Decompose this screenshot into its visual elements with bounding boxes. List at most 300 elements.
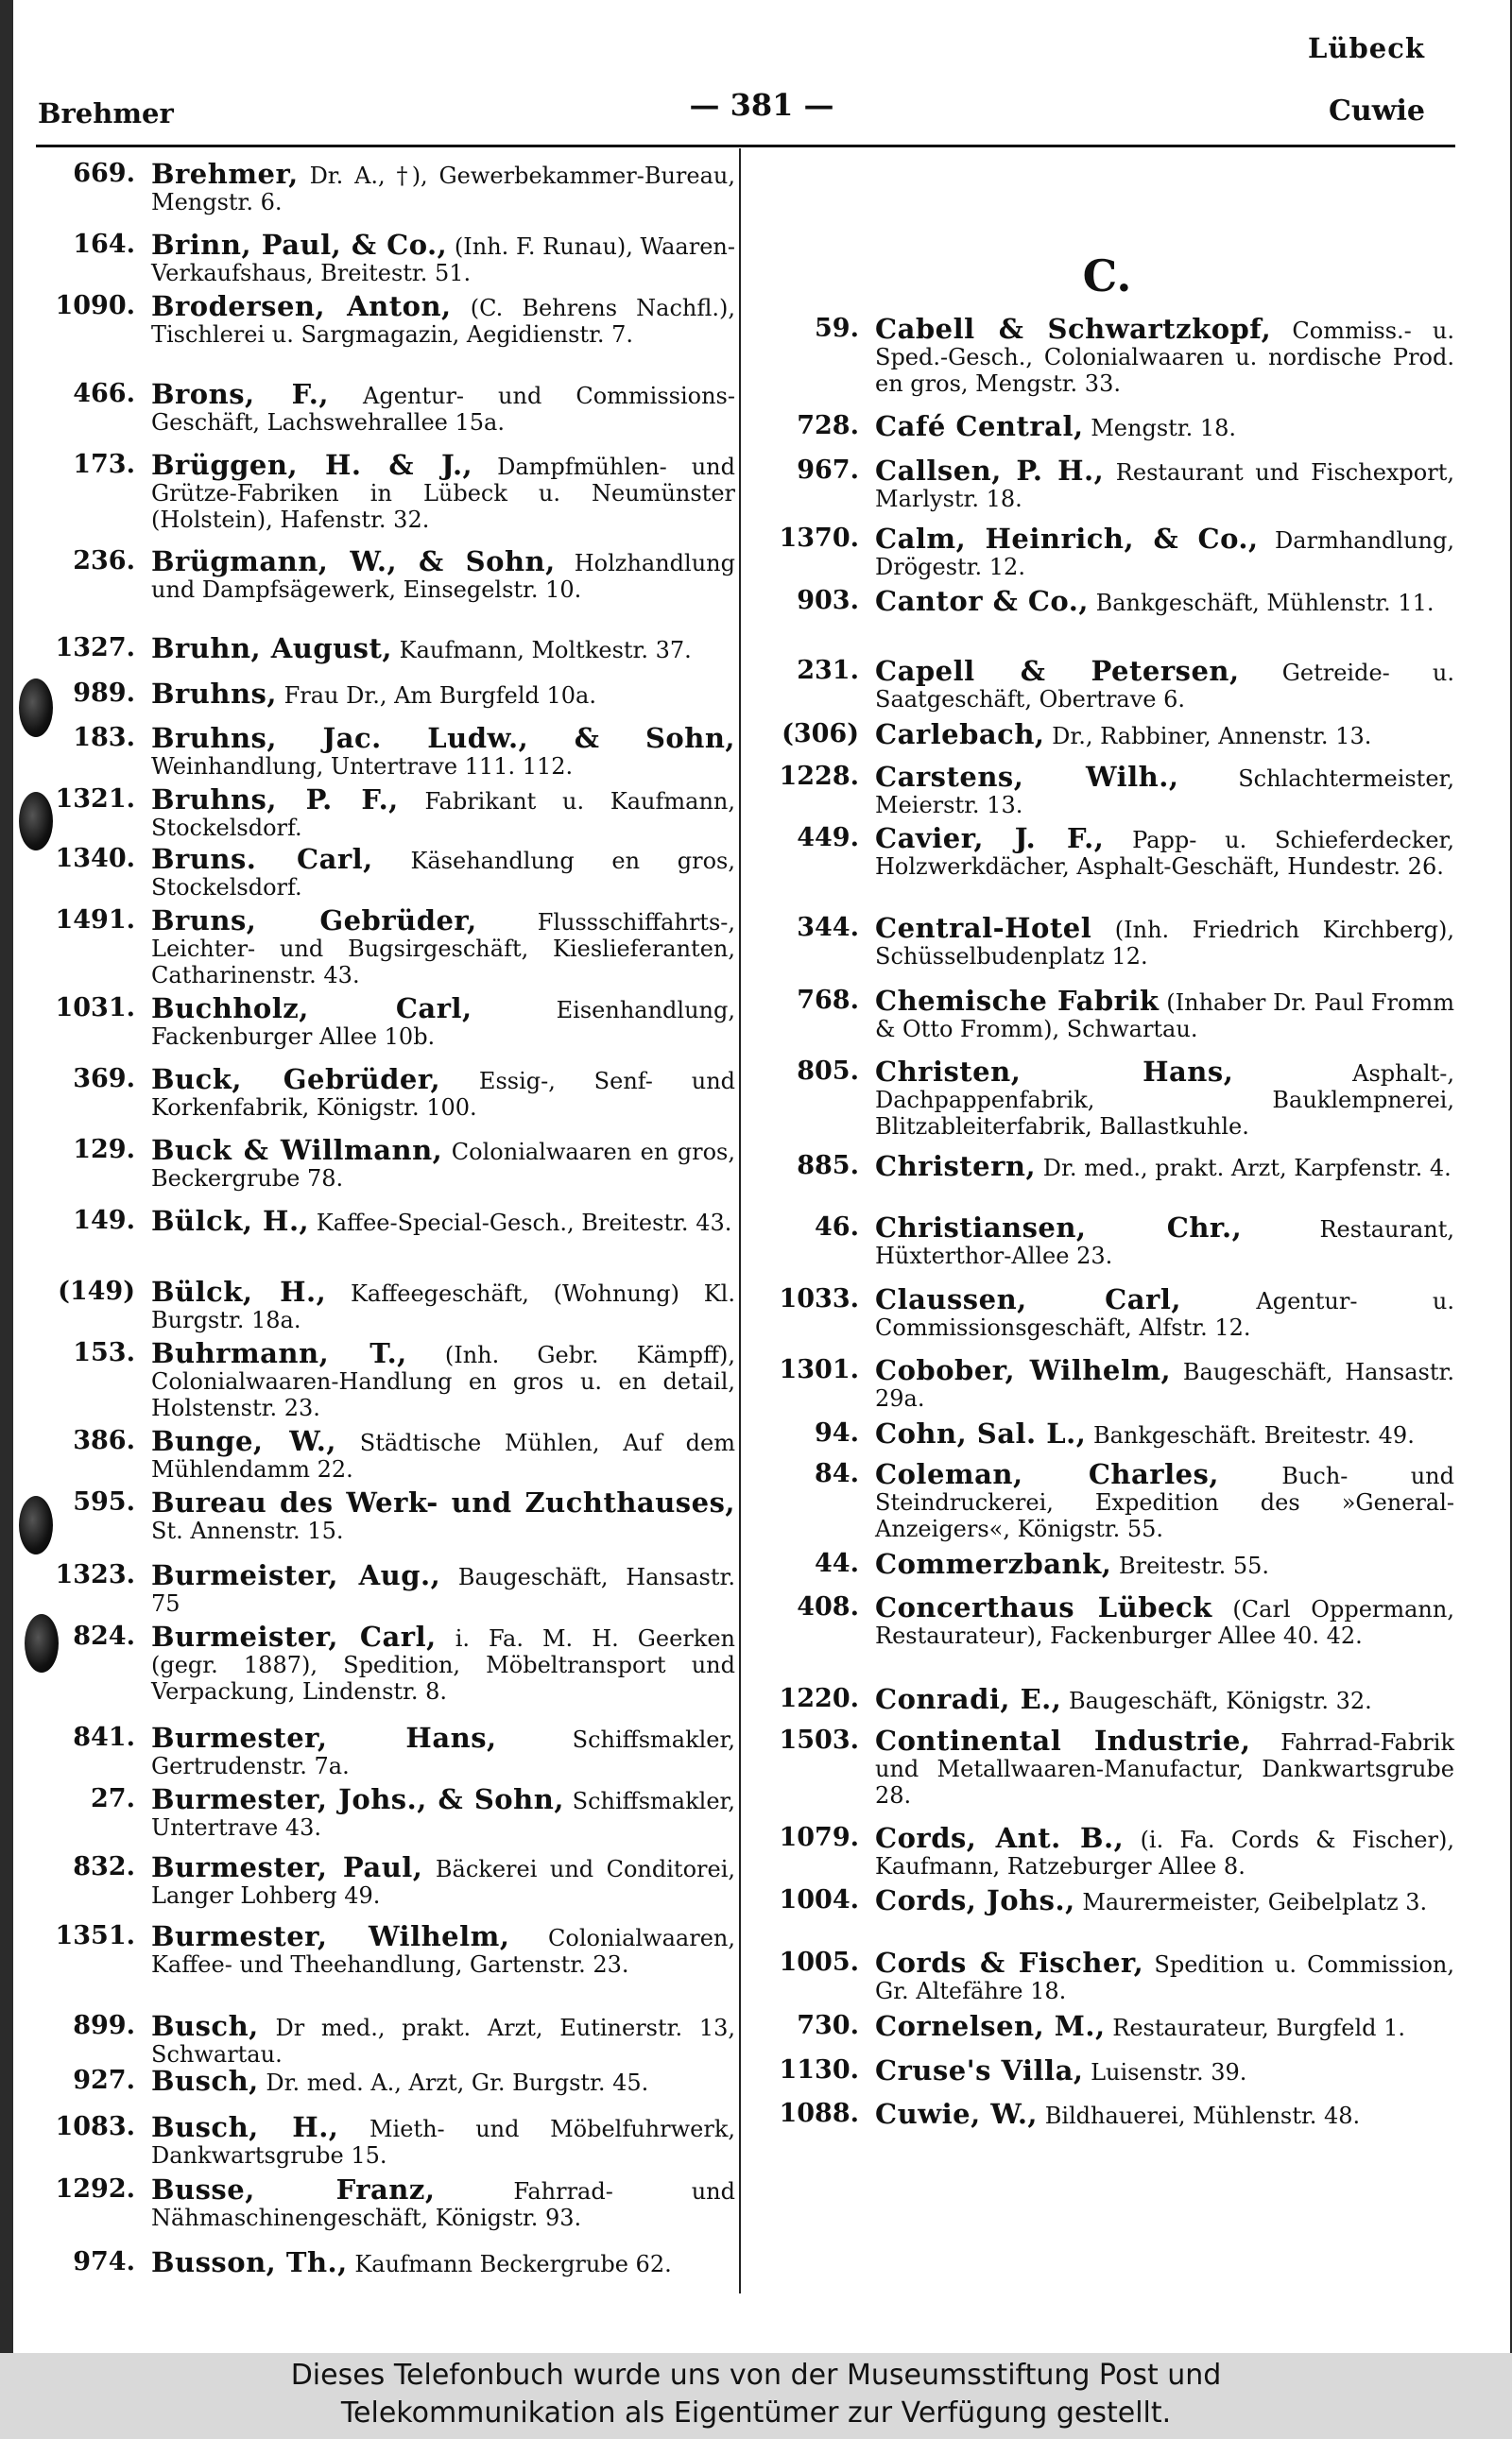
phone-number: 1327. xyxy=(55,633,135,662)
subscriber-details: Baugeschäft, Hansastr. 29a. xyxy=(875,1359,1454,1412)
subscriber-name: Christen, Hans, xyxy=(875,1056,1234,1088)
entry-text xyxy=(875,1283,1454,1341)
subscriber-name: Bruhns, P. F., xyxy=(151,783,399,816)
footer-line-1: Dieses Telefonbuch wurde uns von der Museumsstiftung Post und xyxy=(290,2359,1222,2392)
phone-number: 1370. xyxy=(779,524,859,553)
subscriber-name: Commerzbank, xyxy=(875,1548,1112,1580)
subscriber-details: (Inhaber Dr. Paul Fromm & Otto Fromm), Schwartau. xyxy=(875,989,1454,1042)
subscriber-details: Commiss.- u. Sped.-Gesch., Colonialwaaren u. nordische Prod. en gros, Mengstr. 33. xyxy=(875,318,1454,397)
subscriber-details: Papp- u. Schieferdecker, Holzwerkdächer, Asphalt-Geschäft, Hundestr. 26. xyxy=(875,827,1454,880)
phone-number: 1083. xyxy=(55,2112,135,2141)
entry-text xyxy=(151,449,735,533)
subscriber-name: Bülck, H., xyxy=(151,1276,327,1308)
phone-number: 408. xyxy=(797,1592,859,1622)
directory-entry xyxy=(760,1884,1454,1916)
directory-entry xyxy=(760,761,1454,818)
subscriber-name: Bruns. Carl, xyxy=(151,843,373,875)
directory-entry xyxy=(36,1851,736,1909)
phone-number: 768. xyxy=(797,986,859,1015)
subscriber-details: Fahrrad- und Nähmaschinengeschäft, Königstr. 93. xyxy=(151,2178,735,2231)
directory-entry xyxy=(760,655,1454,713)
phone-number: 1220. xyxy=(779,1684,859,1713)
directory-entry xyxy=(760,912,1454,970)
subscriber-name: Cuwie, W., xyxy=(875,2098,1039,2130)
entry-text xyxy=(875,1727,1454,1809)
section-letter: C. xyxy=(1082,250,1132,301)
subscriber-details: Bäckerei und Conditorei, Langer Lohberg 49. xyxy=(151,1856,736,1909)
entry-text xyxy=(875,313,1454,397)
subscriber-details: Schiffsmakler, Untertrave 43. xyxy=(151,1788,735,1841)
entry-text xyxy=(151,1623,735,1705)
subscriber-name: Carstens, Wilh., xyxy=(875,761,1179,793)
phone-number: 903. xyxy=(797,586,859,615)
directory-entry xyxy=(760,2010,1454,2042)
entry-text xyxy=(151,722,735,780)
subscriber-name: Buck, Gebrüder, xyxy=(151,1063,441,1095)
phone-number: 449. xyxy=(797,823,859,852)
subscriber-details: Mieth- und Möbelfuhrwerk, Dankwartsgrube 15. xyxy=(151,2116,735,2169)
subscriber-name: Café Central, xyxy=(875,410,1084,442)
subscriber-name: Cords & Fischer, xyxy=(875,1947,1144,1979)
subscriber-name: Bunge, W., xyxy=(151,1425,336,1457)
subscriber-details: (Inh. Friedrich Kirchberg), Schüsselbudenplatz 12. xyxy=(875,917,1454,970)
subscriber-details: Baugeschäft, Hansastr. 75 xyxy=(151,1564,735,1617)
entry-text xyxy=(875,1591,1454,1649)
subscriber-name: Bruns, Gebrüder, xyxy=(151,904,477,936)
subscriber-details: Buch- und Steindruckerei, Expedition des »General-Anzeigers«, Königstr. 55. xyxy=(875,1463,1454,1542)
subscriber-name: Cords, Johs., xyxy=(875,1884,1075,1916)
phone-number: 1033. xyxy=(779,1284,859,1314)
phone-number: 899. xyxy=(73,2011,135,2040)
phone-number: 1301. xyxy=(779,1355,859,1384)
entry-text xyxy=(875,985,1454,1042)
subscriber-name: Cords, Ant. B., xyxy=(875,1822,1125,1854)
entry-text xyxy=(875,1058,1454,1140)
subscriber-details: Essig-, Senf- und Korkenfabrik, Königstr. 100. xyxy=(151,1068,736,1121)
directory-entry xyxy=(36,904,735,988)
subscriber-details: Restaurant und Fischexport, Marlystr. 18. xyxy=(875,459,1454,512)
subscriber-name: Brodersen, Anton, xyxy=(151,290,452,322)
subscriber-name: Burmeister, Aug., xyxy=(151,1559,441,1591)
entry-text xyxy=(875,718,1454,750)
phone-number: 595. xyxy=(73,1487,135,1517)
subscriber-name: Conradi, E., xyxy=(875,1683,1062,1715)
entry-text xyxy=(151,1425,735,1483)
subscriber-name: Calm, Heinrich, & Co., xyxy=(875,523,1259,555)
entry-text xyxy=(875,1683,1454,1715)
subscriber-details: Maurermeister, Geibelplatz 3. xyxy=(1082,1889,1428,1915)
entry-text xyxy=(151,1722,735,1779)
phone-number: 59. xyxy=(815,314,859,343)
directory-entry xyxy=(760,1150,1454,1182)
subscriber-details: Colonialwaaren, Kaffee- und Theehandlung, Gartenstr. 23. xyxy=(151,1925,735,1978)
subscriber-name: Cantor & Co., xyxy=(875,585,1089,617)
phone-number: 885. xyxy=(797,1151,859,1180)
directory-entry xyxy=(36,449,735,533)
subscriber-details: Getreide- u. Saatgeschäft, Obertrave 6. xyxy=(875,660,1454,713)
directory-entry xyxy=(760,1417,1454,1450)
subscriber-details: Mengstr. 18. xyxy=(1091,415,1237,441)
phone-number: 149. xyxy=(73,1206,135,1235)
directory-entry xyxy=(760,457,1454,512)
entry-text xyxy=(151,783,735,841)
entry-text xyxy=(151,1559,735,1617)
entry-text xyxy=(151,2173,735,2231)
directory-entry xyxy=(36,843,735,901)
directory-entry xyxy=(36,2010,735,2068)
directory-entry xyxy=(760,1727,1454,1809)
subscriber-details: Luisenstr. 39. xyxy=(1091,2059,1247,2086)
subscriber-details: Städtische Mühlen, Auf dem Mühlendamm 22. xyxy=(151,1430,735,1483)
subscriber-details: Eisenhandlung, Fackenburger Allee 10b. xyxy=(151,997,735,1050)
entry-text xyxy=(151,904,735,988)
phone-number: 1088. xyxy=(779,2099,859,2128)
subscriber-details: Baugeschäft, Königstr. 32. xyxy=(1069,1688,1372,1714)
phone-number: 1079. xyxy=(779,1823,859,1852)
subscriber-details: (Inh. F. Runau), Waaren-Verkaufshaus, Breitestr. 51. xyxy=(151,233,735,286)
entry-text xyxy=(151,992,735,1050)
entry-text xyxy=(875,1949,1454,2004)
entry-text xyxy=(151,1783,735,1841)
entry-text xyxy=(151,1205,735,1237)
directory-entry xyxy=(36,722,735,780)
phone-number: 164. xyxy=(73,230,135,259)
subscriber-details: Schiffsmakler, Gertrudenstr. 7a. xyxy=(151,1726,735,1779)
subscriber-name: Busch, xyxy=(151,2065,259,2097)
column-divider xyxy=(739,148,741,2293)
subscriber-name: Christiansen, Chr., xyxy=(875,1211,1243,1244)
subscriber-details: Breitestr. 55. xyxy=(1118,1553,1270,1579)
entry-text xyxy=(151,1486,735,1544)
directory-entry xyxy=(760,313,1454,397)
phone-number: 974. xyxy=(73,2247,135,2276)
subscriber-details: (C. Behrens Nachfl.), Tischlerei u. Sargmagazin, Aegidienstr. 7. xyxy=(151,295,735,348)
subscriber-details: i. Fa. M. H. Geerken (gegr. 1887), Spedition, Möbeltransport und Verpackung, Lindenstr. 8. xyxy=(151,1625,736,1705)
entry-text xyxy=(875,585,1454,617)
directory-entry xyxy=(36,545,735,603)
subscriber-name: Burmester, Wilhelm, xyxy=(151,1920,510,1952)
phone-number: 344. xyxy=(797,913,859,942)
phone-number: 730. xyxy=(797,2011,859,2040)
entry-text xyxy=(875,655,1454,713)
directory-entry xyxy=(760,985,1454,1042)
phone-number: 805. xyxy=(797,1056,859,1086)
subscriber-name: Burmeister, Carl, xyxy=(151,1621,437,1653)
entry-text xyxy=(151,680,735,709)
directory-entry xyxy=(760,1283,1454,1341)
subscriber-name: Cabell & Schwartzkopf, xyxy=(875,313,1272,345)
phone-number: 1323. xyxy=(55,1560,135,1589)
directory-entry xyxy=(760,1822,1454,1880)
entry-text xyxy=(151,1920,735,1978)
directory-entry xyxy=(760,1211,1454,1269)
phone-number: 1321. xyxy=(55,784,135,814)
phone-number: 1130. xyxy=(779,2055,859,2085)
entry-text xyxy=(151,2246,735,2278)
directory-entry xyxy=(36,1337,735,1421)
phone-number: 44. xyxy=(815,1549,859,1578)
directory-entry xyxy=(36,783,735,841)
entry-text xyxy=(151,1851,736,1909)
subscriber-name: Burmester, Johs., & Sohn, xyxy=(151,1783,564,1815)
entry-text xyxy=(151,2111,735,2169)
subscriber-name: Cohn, Sal. L., xyxy=(875,1417,1087,1450)
subscriber-details: (i. Fa. Cords & Fischer), Kaufmann, Ratzeburger Allee 8. xyxy=(875,1827,1454,1880)
entry-text xyxy=(151,1063,736,1121)
subscriber-name: Busson, Th., xyxy=(151,2246,348,2278)
city-heading: Lübeck xyxy=(1308,32,1425,64)
entry-text xyxy=(875,525,1454,580)
entry-text xyxy=(151,378,735,436)
subscriber-details: Schlachtermeister, Meierstr. 13. xyxy=(875,765,1454,818)
footer-notice xyxy=(0,2353,1512,2439)
directory-entry xyxy=(760,585,1454,617)
phone-number: 369. xyxy=(73,1064,135,1093)
subscriber-name: Continental Industrie, xyxy=(875,1725,1251,1757)
phone-number: 824. xyxy=(73,1622,135,1651)
phone-number: 1292. xyxy=(55,2174,135,2204)
entry-text xyxy=(151,229,735,286)
subscriber-details: Spedition u. Commission, Gr. Altefähre 18. xyxy=(875,1951,1454,2004)
directory-entry xyxy=(760,1949,1454,2004)
entry-text xyxy=(875,1354,1454,1412)
entry-text xyxy=(875,1548,1454,1580)
subscriber-name: Cornelsen, M., xyxy=(875,2010,1106,2042)
directory-entry xyxy=(36,2111,735,2169)
phone-number: 153. xyxy=(73,1338,135,1367)
subscriber-name: Callsen, P. H., xyxy=(875,455,1105,487)
subscriber-details: Agentur- u. Commissionsgeschäft, Alfstr. 12. xyxy=(875,1288,1454,1341)
subscriber-details: Kaffee-Special-Gesch., Breitestr. 43. xyxy=(316,1210,732,1236)
entry-text xyxy=(875,1417,1454,1450)
phone-number: 183. xyxy=(73,723,135,752)
subscriber-details: Bildhauerei, Mühlenstr. 48. xyxy=(1044,2103,1361,2129)
directory-entry xyxy=(760,2098,1454,2130)
subscriber-name: Christern, xyxy=(875,1150,1037,1182)
phone-number: 94. xyxy=(815,1418,859,1448)
directory-entry xyxy=(760,1058,1454,1140)
phone-number: 236. xyxy=(73,546,135,575)
phone-number: 927. xyxy=(73,2066,135,2095)
phone-number: 832. xyxy=(73,1852,135,1881)
phone-number: 967. xyxy=(797,455,859,485)
page-number: — 381 — xyxy=(689,87,834,123)
directory-entry xyxy=(36,2065,735,2097)
subscriber-name: Buhrmann, T., xyxy=(151,1337,407,1369)
entry-text xyxy=(151,158,735,215)
entry-text xyxy=(151,2010,735,2068)
subscriber-name: Cavier, J. F., xyxy=(875,822,1105,854)
subscriber-details: Weinhandlung, Untertrave 111. 112. xyxy=(151,753,574,780)
directory-entry xyxy=(36,2246,735,2278)
subscriber-details: Dr., Rabbiner, Annenstr. 13. xyxy=(1052,723,1372,749)
directory-entry xyxy=(36,229,735,286)
directory-entry xyxy=(760,2054,1454,2087)
subscriber-name: Coleman, Charles, xyxy=(875,1458,1219,1490)
subscriber-name: Buck & Willmann, xyxy=(151,1134,443,1166)
subscriber-name: Busch, xyxy=(151,2010,259,2042)
left-running-head: Brehmer xyxy=(38,97,174,129)
phone-number: 27. xyxy=(91,1784,135,1813)
footer-line-2: Telekommunikation als Eigentümer zur Verfügung gestellt. xyxy=(340,2396,1172,2430)
subscriber-name: Bruhns, xyxy=(151,678,277,710)
subscriber-name: Carlebach, xyxy=(875,718,1045,750)
entry-text xyxy=(875,2098,1454,2130)
entry-text xyxy=(151,1134,736,1192)
directory-entry xyxy=(36,158,735,215)
directory-entry xyxy=(36,992,735,1050)
phone-number: 129. xyxy=(73,1135,135,1164)
directory-entry xyxy=(36,1486,735,1544)
directory-entry xyxy=(36,1063,736,1121)
phone-number: 46. xyxy=(815,1212,859,1242)
subscriber-details: Fabrikant u. Kaufmann, Stockelsdorf. xyxy=(151,788,735,841)
directory-entry xyxy=(760,1458,1454,1542)
header-rule xyxy=(36,145,1455,147)
directory-entry xyxy=(36,1134,736,1192)
subscriber-details: Darmhandlung, Drögestr. 12. xyxy=(875,527,1454,580)
directory-entry xyxy=(760,1591,1454,1649)
subscriber-name: Capell & Petersen, xyxy=(875,655,1240,687)
subscriber-details: Dr. A., †), Gewerbekammer-Bureau, Mengstr. 6. xyxy=(151,163,735,215)
phone-number: (149) xyxy=(58,1277,135,1306)
subscriber-details: (Inh. Gebr. Kämpff), Colonialwaaren-Handlung en gros u. en detail, Holstenstr. 23. xyxy=(151,1342,735,1421)
subscriber-name: Chemische Fabrik xyxy=(875,985,1160,1017)
directory-entry xyxy=(36,1276,735,1333)
phone-number: 669. xyxy=(73,159,135,188)
directory-entry xyxy=(760,1548,1454,1580)
phone-number: 173. xyxy=(73,450,135,479)
entry-text xyxy=(875,761,1454,818)
subscriber-details: Holzhandlung und Dampfsägewerk, Einsegelstr. 10. xyxy=(151,550,735,603)
directory-entry xyxy=(36,1205,735,1237)
phone-number: 1503. xyxy=(779,1726,859,1755)
phone-number: 841. xyxy=(73,1723,135,1752)
directory-entry xyxy=(760,718,1454,750)
directory-entry xyxy=(760,822,1454,880)
entry-text xyxy=(875,2010,1454,2042)
directory-entry xyxy=(36,2173,735,2231)
entry-text xyxy=(875,1822,1454,1880)
directory-entry xyxy=(760,1683,1454,1715)
phone-number: (306) xyxy=(782,719,859,748)
subscriber-details: St. Annenstr. 15. xyxy=(151,1518,344,1544)
subscriber-details: Fahrrad-Fabrik und Metallwaaren-Manufactur, Dankwartsgrube 28. xyxy=(875,1729,1454,1809)
subscriber-name: Bruhn, August, xyxy=(151,632,393,664)
entry-text xyxy=(151,545,735,603)
phone-number: 1340. xyxy=(55,844,135,873)
subscriber-details: Bankgeschäft. Breitestr. 49. xyxy=(1092,1422,1415,1449)
directory-entry xyxy=(36,680,735,709)
entry-text xyxy=(875,822,1454,880)
directory-entry xyxy=(36,290,735,348)
subscriber-name: Concerthaus Lübeck xyxy=(875,1591,1212,1623)
subscriber-name: Central-Hotel xyxy=(875,912,1092,944)
subscriber-details: Restaurateur, Burgfeld 1. xyxy=(1112,2015,1406,2041)
subscriber-details: Dr med., prakt. Arzt, Eutinerstr. 13, Schwartau. xyxy=(151,2015,735,2068)
subscriber-details: Kaufmann Beckergrube 62. xyxy=(354,2251,672,2277)
entry-text xyxy=(875,1884,1454,1916)
entry-text xyxy=(875,2054,1454,2087)
phone-number: 386. xyxy=(73,1426,135,1455)
subscriber-details: Dampfmühlen- und Grütze-Fabriken in Lübeck u. Neumünster (Holstein), Hafenstr. 32. xyxy=(151,454,735,533)
phone-number: 728. xyxy=(797,411,859,440)
subscriber-name: Brons, F., xyxy=(151,378,329,410)
entry-text xyxy=(875,1150,1454,1182)
directory-entry xyxy=(36,1559,735,1617)
entry-text xyxy=(875,457,1454,512)
subscriber-details: Dr. med. A., Arzt, Gr. Burgstr. 45. xyxy=(266,2070,649,2096)
subscriber-name: Brehmer, xyxy=(151,158,299,190)
phone-number: 1228. xyxy=(779,762,859,791)
directory-entry xyxy=(760,525,1454,580)
directory-entry xyxy=(760,410,1454,442)
subscriber-name: Brüggen, H. & J., xyxy=(151,449,473,481)
phone-number: 1031. xyxy=(55,993,135,1022)
phone-number: 1491. xyxy=(55,905,135,935)
phone-number: 231. xyxy=(797,656,859,685)
subscriber-name: Busch, H., xyxy=(151,2111,339,2143)
directory-page xyxy=(13,0,1510,2353)
entry-text xyxy=(151,1337,735,1421)
subscriber-details: (Carl Oppermann, Restaurateur), Fackenburger Allee 40. 42. xyxy=(875,1596,1454,1649)
phone-number: 1005. xyxy=(779,1948,859,1977)
entry-text xyxy=(151,2065,735,2097)
subscriber-details: Kaffeegeschäft, (Wohnung) Kl. Burgstr. 18a. xyxy=(151,1280,735,1333)
directory-entry xyxy=(760,1354,1454,1412)
phone-number: 1004. xyxy=(779,1885,859,1915)
entry-text xyxy=(151,843,735,901)
directory-entry xyxy=(36,378,735,436)
subscriber-details: Restaurant, Hüxterthor-Allee 23. xyxy=(875,1216,1454,1269)
entry-text xyxy=(151,1276,735,1333)
subscriber-details: Flussschiffahrts-, Leichter- und Bugsirgeschäft, Kieslieferanten, Catharinenstr. 43. xyxy=(151,909,735,988)
subscriber-details: Dr. med., prakt. Arzt, Karpfenstr. 4. xyxy=(1042,1155,1452,1181)
right-running-head: Cuwie xyxy=(1329,94,1425,128)
directory-entry xyxy=(36,1425,735,1483)
entry-text xyxy=(875,1211,1454,1269)
phone-number: 466. xyxy=(73,379,135,408)
entry-text xyxy=(151,632,735,664)
phone-number: 84. xyxy=(815,1459,859,1488)
subscriber-name: Bruhns, Jac. Ludw., & Sohn, xyxy=(151,722,735,754)
subscriber-name: Burmester, Hans, xyxy=(151,1722,497,1754)
subscriber-name: Busse, Franz, xyxy=(151,2173,436,2206)
entry-text xyxy=(151,290,735,348)
directory-entry xyxy=(36,632,735,664)
subscriber-name: Bülck, H., xyxy=(151,1205,310,1237)
subscriber-details: Agentur- und Commissions-Geschäft, Lachswehrallee 15a. xyxy=(151,383,735,436)
subscriber-name: Brinn, Paul, & Co., xyxy=(151,229,448,261)
phone-number: 989. xyxy=(73,678,135,708)
directory-entry xyxy=(36,1920,735,1978)
subscriber-details: Frau Dr., Am Burgfeld 10a. xyxy=(284,682,596,709)
subscriber-details: Asphalt-, Dachpappenfabrik, Bauklempnerei, Blitzableiterfabrik, Ballastkuhle. xyxy=(875,1060,1454,1140)
subscriber-name: Burmester, Paul, xyxy=(151,1851,423,1883)
subscriber-name: Brügmann, W., & Sohn, xyxy=(151,545,556,577)
subscriber-name: Bureau des Werk- und Zuchthauses, xyxy=(151,1486,735,1519)
subscriber-details: Kaufmann, Moltkestr. 37. xyxy=(399,637,692,663)
subscriber-name: Buchholz, Carl, xyxy=(151,992,472,1024)
subscriber-details: Bankgeschäft, Mühlenstr. 11. xyxy=(1095,590,1435,616)
subscriber-details: Colonialwaaren en gros, Beckergrube 78. xyxy=(151,1139,736,1192)
subscriber-name: Cruse's Villa, xyxy=(875,2054,1084,2087)
subscriber-details: Käsehandlung en gros, Stockelsdorf. xyxy=(151,848,735,901)
entry-text xyxy=(875,912,1454,970)
subscriber-name: Claussen, Carl, xyxy=(875,1283,1181,1315)
directory-entry xyxy=(36,1783,735,1841)
directory-entry xyxy=(36,1722,735,1779)
